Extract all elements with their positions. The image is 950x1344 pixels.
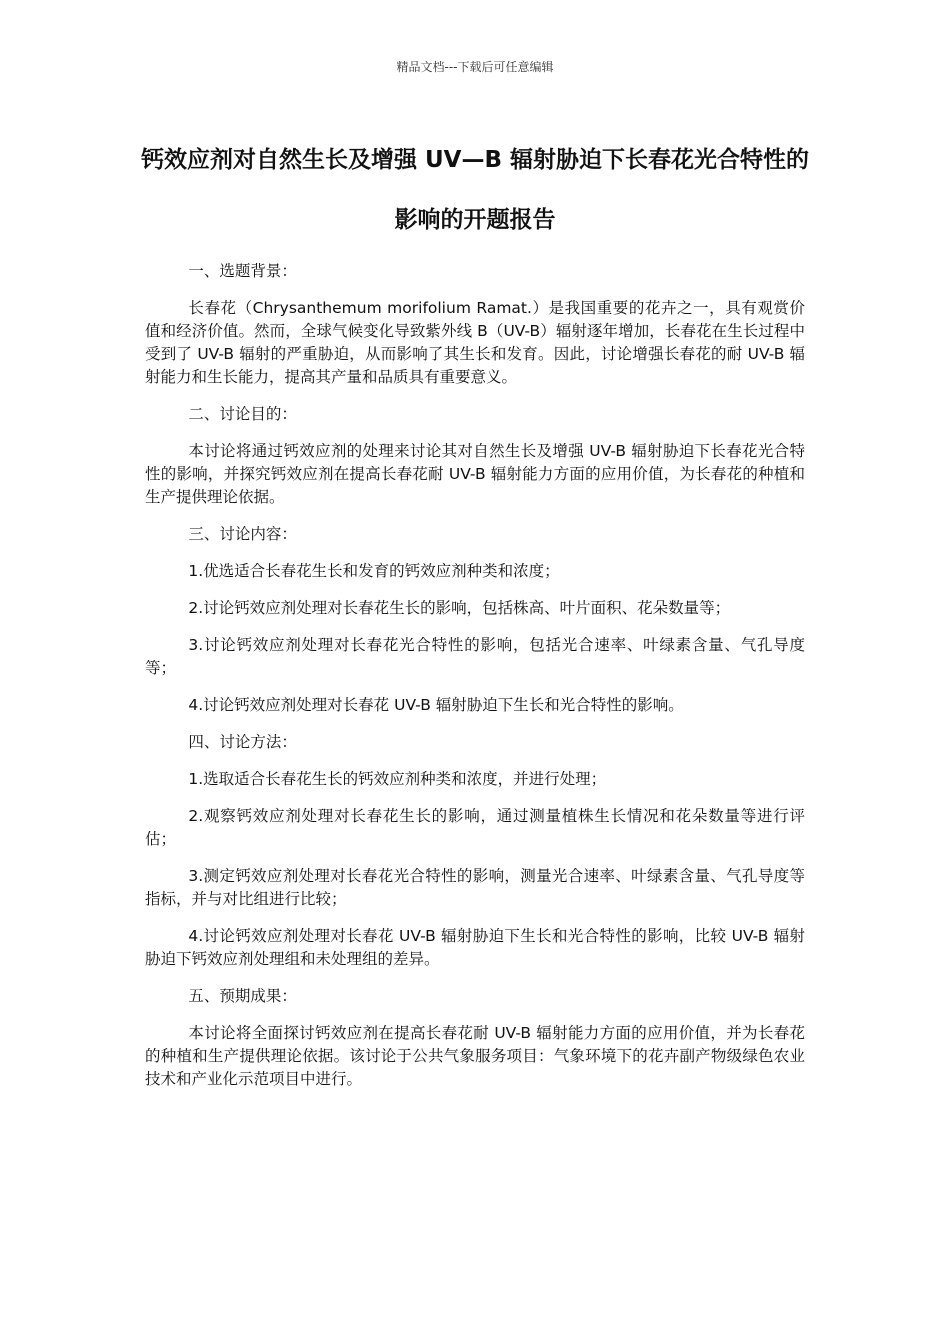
document-title: 钙效应剂对自然生长及增强 UV—B 辐射胁迫下长春花光合特性的影响的开题报告 xyxy=(140,147,810,233)
document-body xyxy=(145,260,805,1105)
list-item: 1.选取适合长春花生长的钙效应剂种类和浓度，并进行处理； xyxy=(188,770,607,788)
section-heading-background: 一、选题背景： xyxy=(188,262,297,280)
list-item: 2.观察钙效应剂处理对长春花生长的影响，通过测量植株生长情况和花朵数量等进行评估； xyxy=(145,807,805,848)
list-item: 4.讨论钙效应剂处理对长春花 UV-B 辐射胁迫下生长和光合特性的影响，比较 UV-B 辐射胁迫下钙效应剂处理组和未处理组的差异。 xyxy=(145,927,805,968)
section-heading-method: 四、讨论方法： xyxy=(188,733,297,751)
header-note: 精品文档---下载后可任意编辑 xyxy=(396,60,554,74)
list-item: 4.讨论钙效应剂处理对长春花 UV-B 辐射胁迫下生长和光合特性的影响。 xyxy=(188,696,684,714)
paragraph-background: 长春花（Chrysanthemum morifolium Ramat.）是我国重要的花卉之一，具有观赏价值和经济价值。然而，全球气候变化导致紫外线 B（UV-B）辐射逐年增加，长春花在生长过程中受到了 UV-B 辐射的严重胁迫，从而影响了其生长和发育。因此，讨论增强长春花的耐 UV-B 辐射能力和生长能力，提高其产量和品质具有重要意义。 xyxy=(145,299,805,386)
section-heading-results: 五、预期成果： xyxy=(188,987,297,1005)
paragraph-purpose: 本讨论将通过钙效应剂的处理来讨论其对自然生长及增强 UV-B 辐射胁迫下长春花光合特性的影响，并探究钙效应剂在提高长春花耐 UV-B 辐射能力方面的应用价值，为长春花的种植和生产提供理论依据。 xyxy=(145,442,805,506)
section-heading-purpose: 二、讨论目的： xyxy=(188,405,297,423)
paragraph-results: 本讨论将全面探讨钙效应剂在提高长春花耐 UV-B 辐射能力方面的应用价值，并为长春花的种植和生产提供理论依据。该讨论于公共气象服务项目：气象环境下的花卉副产物级绿色农业技术和产业化示范项目中进行。 xyxy=(145,1024,805,1088)
section-heading-content: 三、讨论内容： xyxy=(188,525,297,543)
list-item: 1.优选适合长春花生长和发育的钙效应剂种类和浓度； xyxy=(188,562,560,580)
list-item: 3.讨论钙效应剂处理对长春花光合特性的影响，包括光合速率、叶绿素含量、气孔导度等； xyxy=(145,636,805,677)
list-item: 2.讨论钙效应剂处理对长春花生长的影响，包括株高、叶片面积、花朵数量等； xyxy=(188,599,731,617)
list-item: 3.测定钙效应剂处理对长春花光合特性的影响，测量光合速率、叶绿素含量、气孔导度等指标，并与对比组进行比较； xyxy=(145,867,805,908)
